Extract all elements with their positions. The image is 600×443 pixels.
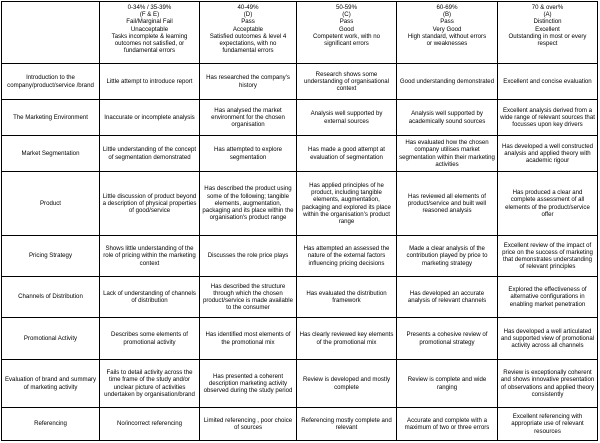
descriptor-a: Has developed a well articulated and supported view of promotional activity across all channels: [498, 318, 598, 360]
descriptor-c: Has clearly reviewed key elements of the promotional mix: [297, 318, 397, 360]
criterion-row-marketing-environment: [2, 100, 598, 136]
descriptor-c: Has made a good attempt at evaluation of segmentation: [297, 136, 397, 172]
descriptor-b: Accurate and complete with a maximum of two or three errors: [397, 408, 498, 441]
descriptor-a: Excellent referencing with appropriate use of relevant resources: [498, 408, 598, 441]
marking-rubric-table: [1, 1, 598, 441]
descriptor-a: Has developed a well constructed analysis and applied theory with academic rigour: [498, 136, 598, 172]
criterion-label: Product: [2, 172, 100, 236]
descriptor-d: Has described the product using some of the following; tangible elements, augmentation, packaging and its place within the organisation's product range: [200, 172, 297, 236]
grade-header-a: 70 & over% (A) Distinction Excellent Outstanding in most or every respect: [498, 2, 598, 64]
descriptor-fail: Little discussion of product beyond a description of physical properties of good/service: [100, 172, 200, 236]
grade-header-d: 40-49% (D) Pass Acceptable Satisfied outcomes & level 4 expectations, with no fundamental errors: [200, 2, 297, 64]
descriptor-b: Review is complete and wide ranging: [397, 360, 498, 408]
criterion-label: Pricing Strategy: [2, 236, 100, 277]
descriptor-d: Has analysed the market environment for the chosen organisation: [200, 100, 297, 136]
header-blank-cell: [2, 2, 100, 64]
descriptor-d: Has presented a coherent description marketing activity observed during the study period: [200, 360, 297, 408]
descriptor-fail: No/incorrect referencing: [100, 408, 200, 441]
descriptor-c: Has evaluated the distribution framework: [297, 277, 397, 318]
descriptor-b: Presents a cohesive review of promotional strategy: [397, 318, 498, 360]
descriptor-d: Discusses the role price plays: [200, 236, 297, 277]
descriptor-a: Has produced a clear and complete assessment of all elements of the product/service offer: [498, 172, 598, 236]
descriptor-b: Has developed an accurate analysis of relevant channels: [397, 277, 498, 318]
criterion-label: Referencing: [2, 408, 100, 441]
grade-header-row: [2, 2, 598, 64]
descriptor-c: Has applied principles of he product, including tangible elements, augmentation, packaging and explored its place within the organisation's product range: [297, 172, 397, 236]
grade-header-fail: 0-34% / 35-39% (F & E) Fail/Marginal Fail Unacceptable Tasks incomplete & learning outcomes not satisfied, or fundamental errors: [100, 2, 200, 64]
descriptor-c: Review is developed and mostly complete: [297, 360, 397, 408]
descriptor-fail: Little attempt to introduce report: [100, 64, 200, 100]
descriptor-d: Limited referencing , poor choice of sources: [200, 408, 297, 441]
criterion-row-evaluation-of-brand: [2, 360, 598, 408]
descriptor-d: Has described the structure through which the chosen product/service is made available to the consumer: [200, 277, 297, 318]
descriptor-c: Research shows some understanding of organisational context: [297, 64, 397, 100]
descriptor-b: Analysis well supported by academically sound sources: [397, 100, 498, 136]
criterion-row-market-segmentation: [2, 136, 598, 172]
criterion-row-promotional-activity: [2, 318, 598, 360]
criterion-row-referencing: [2, 408, 598, 441]
descriptor-b: Has reviewed all elements of product/service and built well reasoned analysis: [397, 172, 498, 236]
descriptor-fail: Inaccurate or incomplete analysis: [100, 100, 200, 136]
descriptor-fail: Describes some elements of promotional activity: [100, 318, 200, 360]
descriptor-a: Excellent analysis derived from a wide range of relevant sources that focusses upon key drivers: [498, 100, 598, 136]
criterion-label: Introduction to the company/product/service /brand: [2, 64, 100, 100]
grade-header-c: 50-59% (C) Pass Good Competent work, with no significant errors: [297, 2, 397, 64]
descriptor-b: Made a clear analysis of the contribution played by price to marketing strategy: [397, 236, 498, 277]
criterion-label: Market Segmentation: [2, 136, 100, 172]
descriptor-d: Has identified most elements of the promotional mix: [200, 318, 297, 360]
descriptor-c: Referencing mostly complete and relevant: [297, 408, 397, 441]
descriptor-d: Has researched the company's history: [200, 64, 297, 100]
grade-header-b: 60-69% (B) Pass Very Good High standard, without errors or weaknesses: [397, 2, 498, 64]
descriptor-b: Good understanding demonstrated: [397, 64, 498, 100]
criterion-row-pricing-strategy: [2, 236, 598, 277]
descriptor-a: Explored the effectiveness of alternative configurations in enabling market penetration: [498, 277, 598, 318]
criterion-label: Promotional Activity: [2, 318, 100, 360]
descriptor-c: Has attempted an assessed the nature of the external factors influencing pricing decisions: [297, 236, 397, 277]
descriptor-fail: Lack of understanding of channels of distribution: [100, 277, 200, 318]
descriptor-fail: Shows little understanding of the role of pricing within the marketing context: [100, 236, 200, 277]
criterion-row-channels-of-distribution: [2, 277, 598, 318]
descriptor-a: Excellent and concise evaluation: [498, 64, 598, 100]
descriptor-d: Has attempted to explore segmentation: [200, 136, 297, 172]
descriptor-fail: Little understanding of the concept of segmentation demonstrated: [100, 136, 200, 172]
descriptor-b: Has evaluated how the chosen company utilises market segmentation within their marketing activities: [397, 136, 498, 172]
descriptor-a: Excellent review of the impact of price on the success of marketing that demonstrates understanding of relevant principles: [498, 236, 598, 277]
descriptor-a: Review is exceptionally coherent and shows innovative presentation of observations and applied theory consistently: [498, 360, 598, 408]
criterion-label: Channels of Distribution: [2, 277, 100, 318]
descriptor-c: Analysis well supported by external sources: [297, 100, 397, 136]
criterion-row-product: [2, 172, 598, 236]
descriptor-fail: Fails to detail activity across the time frame of the study and/or unclear picture of activities undertaken by organisation/brand: [100, 360, 200, 408]
criterion-label: The Marketing Environment: [2, 100, 100, 136]
criterion-row-introduction: [2, 64, 598, 100]
criterion-label: Evaluation of brand and summary of marketing activity: [2, 360, 100, 408]
